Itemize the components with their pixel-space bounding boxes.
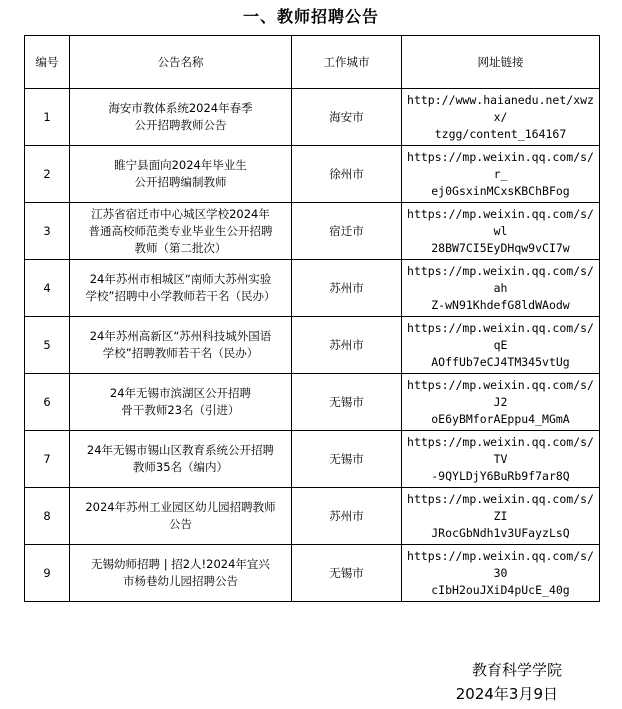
notice-name: 江苏省宿迁市中心城区学校2024年 普通高校师范类专业毕业生公开招聘 教师（第二批次） (70, 203, 292, 260)
table-row (25, 431, 600, 488)
notice-link[interactable]: https://mp.weixin.qq.com/s/wl 28BW7CI5EyDHqw9vCI7w (402, 203, 600, 260)
notice-link[interactable]: https://mp.weixin.qq.com/s/ZI JRocGbNdh1v3UFayzLsQ (402, 488, 600, 545)
column-header-city: 工作城市 (292, 36, 402, 89)
notice-link[interactable]: https://mp.weixin.qq.com/s/r_ ej0GsxinMCxsKBChBFog (402, 146, 600, 203)
notices-table (24, 35, 600, 602)
notice-name: 海安市教体系统2024年春季 公开招聘教师公告 (70, 89, 292, 146)
notice-link[interactable]: http://www.haianedu.net/xwzx/ tzgg/content_164167 (402, 89, 600, 146)
row-number: 5 (25, 317, 70, 374)
notice-name: 24年苏州市相城区“南师大苏州实验 学校”招聘中小学教师若干名（民办） (70, 260, 292, 317)
work-city: 海安市 (292, 89, 402, 146)
table-row (25, 488, 600, 545)
column-header-number: 编号 (25, 36, 70, 89)
row-number: 4 (25, 260, 70, 317)
notice-name: 24年无锡市锡山区教育系统公开招聘 教师35名（编内） (70, 431, 292, 488)
page-title: 一、教师招聘公告 (242, 7, 379, 26)
notice-name: 24年苏州高新区“苏州科技城外国语 学校”招聘教师若干名（民办） (70, 317, 292, 374)
table-row (25, 317, 600, 374)
notice-link[interactable]: https://mp.weixin.qq.com/s/qE AOffUb7eCJ4TM345vtUg (402, 317, 600, 374)
row-number: 8 (25, 488, 70, 545)
work-city: 苏州市 (292, 317, 402, 374)
row-number: 2 (25, 146, 70, 203)
row-number: 7 (25, 431, 70, 488)
column-header-notice-name: 公告名称 (70, 36, 292, 89)
work-city: 宿迁市 (292, 203, 402, 260)
work-city: 苏州市 (292, 260, 402, 317)
row-number: 1 (25, 89, 70, 146)
notice-name: 2024年苏州工业园区幼儿园招聘教师 公告 (70, 488, 292, 545)
issuing-organization: 教育科学学院 (471, 661, 562, 679)
work-city: 无锡市 (292, 431, 402, 488)
table-row (25, 374, 600, 431)
work-city: 徐州市 (292, 146, 402, 203)
row-number: 9 (25, 545, 70, 602)
notice-link[interactable]: https://mp.weixin.qq.com/s/J2 oE6yBMforAEppu4_MGmA (402, 374, 600, 431)
table-row (25, 146, 600, 203)
notice-name: 24年无锡市滨湖区公开招聘 骨干教师23名（引进） (70, 374, 292, 431)
issue-date: 2024年3月9日 (455, 685, 558, 703)
notice-link[interactable]: https://mp.weixin.qq.com/s/30 cIbH2ouJXiD4pUcE_40g (402, 545, 600, 602)
table-row (25, 545, 600, 602)
notice-name: 睢宁县面向2024年毕业生 公开招聘编制教师 (70, 146, 292, 203)
table-row (25, 260, 600, 317)
column-header-url: 网址链接 (402, 36, 600, 89)
row-number: 6 (25, 374, 70, 431)
notice-link[interactable]: https://mp.weixin.qq.com/s/TV -9QYLDjY6BuRb9f7ar8Q (402, 431, 600, 488)
table-row (25, 89, 600, 146)
work-city: 无锡市 (292, 545, 402, 602)
notice-name: 无锡幼师招聘 | 招2人!2024年宜兴 市杨巷幼儿园招聘公告 (70, 545, 292, 602)
row-number: 3 (25, 203, 70, 260)
table-row (25, 203, 600, 260)
table-header-row (25, 36, 600, 89)
work-city: 无锡市 (292, 374, 402, 431)
work-city: 苏州市 (292, 488, 402, 545)
notice-link[interactable]: https://mp.weixin.qq.com/s/ah Z-wN91KhdefG8ldWAodw (402, 260, 600, 317)
